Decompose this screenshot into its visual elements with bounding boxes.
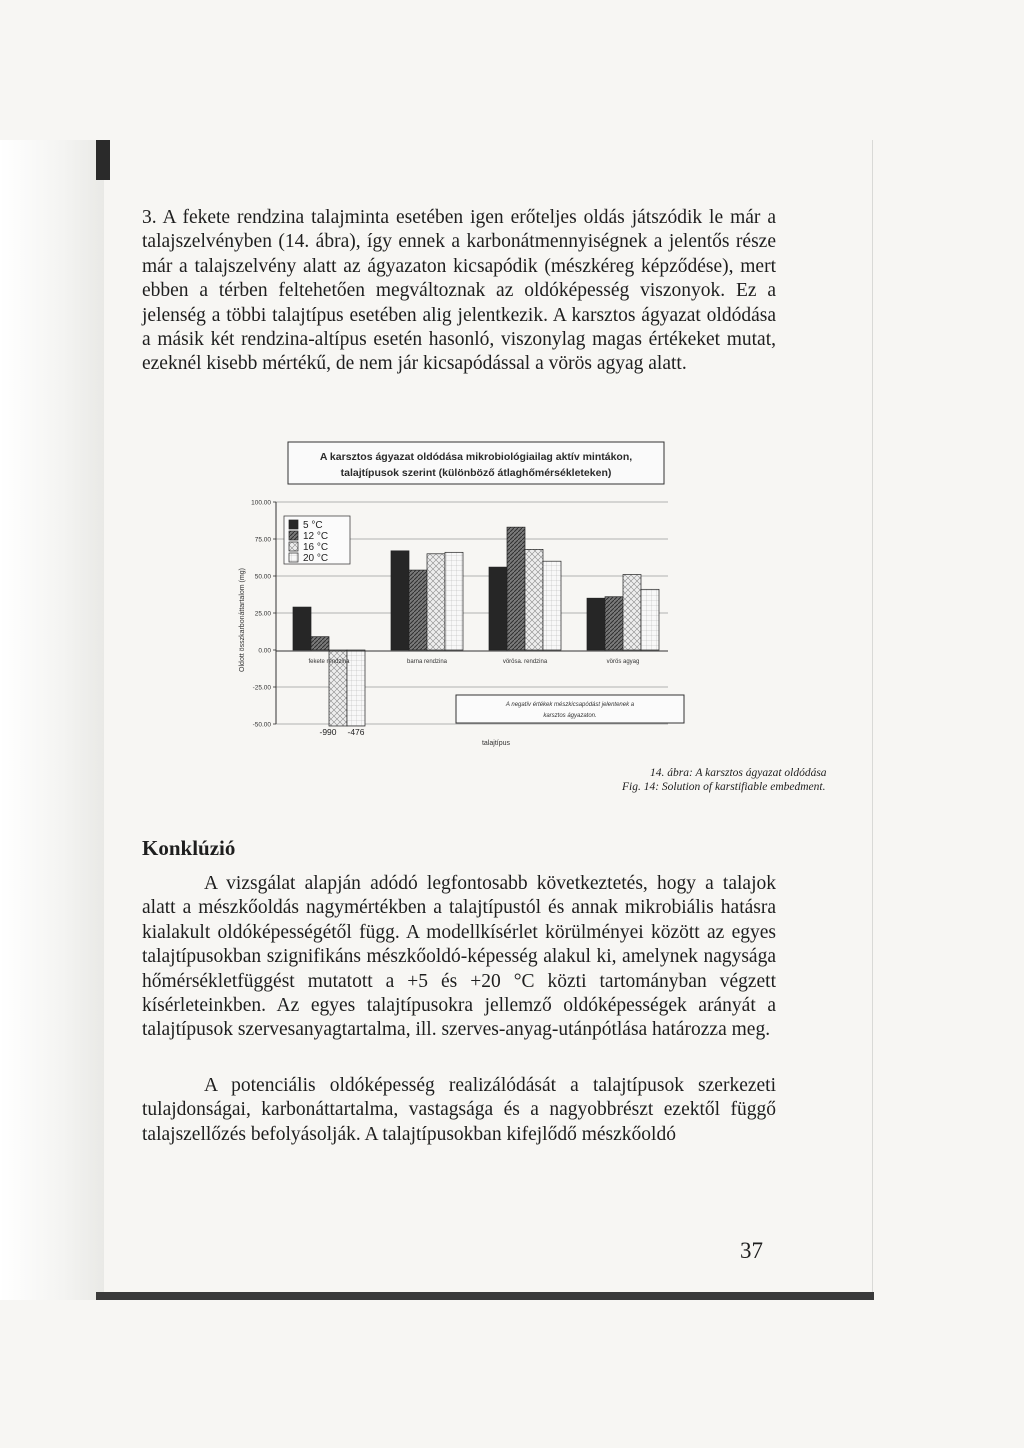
bar-1-4: [347, 650, 365, 726]
legend-label: 5 °C: [303, 520, 323, 531]
paragraph-1: 3. A fekete rendzina talajminta esetében igen erőteljes oldás játszódik le már a talajszelvényben (14. ábra), így ennek a karbonátmennyiségnek a jelentős része már a talajszelvény alatt az ágyazaton kicsapódik (mészkéreg képződése), mert ebben a térben feltehetően megváltoznak az oldóképesség viszonyok. Ez a jelenség a többi talajtípus esetében alig jelentkezik. A karsztos ágyazat oldódása a másik két rendzina-altípus esetén hasonló, viszonylag magas értékeket mutat, ezeknél kisebb mértékű, de nem jár kicsapódással a vörös agyag alatt.: [142, 207, 776, 375]
x-category-label: vörös agyag: [606, 659, 640, 665]
bar-3-2: [507, 527, 525, 650]
legend-label: 12 °C: [303, 531, 329, 542]
bar-4-1: [587, 598, 605, 650]
x-axis-label: talajtípus: [481, 740, 511, 747]
page-edge-line: [872, 140, 873, 1300]
x-category-label: barna rendzina: [406, 659, 448, 665]
bar-2-1: [391, 551, 409, 650]
bar-4-2: [605, 597, 623, 650]
scan-mark: [96, 140, 110, 180]
chart-title-box: [288, 442, 664, 484]
y-tick-label: -50.00: [252, 721, 271, 729]
legend-swatch: [289, 542, 298, 551]
y-tick-label: 0.00: [258, 647, 271, 655]
legend-swatch: [289, 553, 298, 562]
bar-4-3: [623, 575, 641, 650]
note-text-line-2: karsztos ágyazaton.: [543, 713, 597, 719]
chart-title-line-1: A karsztos ágyazat oldódása mikrobiológiailag aktív mintákon,: [319, 451, 633, 463]
paragraph-2: A vizsgálat alapján adódó legfontosabb következtetés, hogy a talajok alatt a mészkőoldás nagymértékben a talajtípustól és annak mikrobiális hatásra kialakult oldóképességétől függ. A modellkísérlet körülményei között az egyes talajtípusokban szignifikáns mészkőoldó-képesség alakul ki, amelynek nagysága hőmérsékletfüggést mutatott a +5 és +20 °C közti tartományban végzett kísérleteinkben. Az egyes talajtípusokra jellemző oldóképességek arányát a talajtípusok szervesanyagtartalma, ill. szerves-anyag-utánpótlása határozza meg.: [142, 873, 776, 1041]
value-label-476: -476: [347, 727, 365, 737]
bar-1-1: [293, 607, 311, 650]
y-axis-label: Oldott összkarbonáttartalom (mg): [239, 568, 246, 672]
y-tick-label: 100.00: [251, 499, 271, 507]
y-tick-label: 50.00: [254, 573, 271, 581]
x-category-label: fekete rendzina: [308, 659, 350, 665]
note-text-line-1: A negatív értékek mészkicsapódást jelentenek a: [505, 702, 635, 708]
legend: [284, 516, 350, 564]
value-label-990: -990: [319, 727, 337, 737]
bar-3-1: [489, 567, 507, 650]
legend-label: 16 °C: [303, 542, 329, 553]
legend-swatch: [289, 531, 298, 540]
figure-caption-en: Fig. 14: Solution of karstifiable embedment.: [622, 781, 826, 793]
section-heading: Konklúzió: [142, 836, 236, 860]
bar-3-4: [543, 561, 561, 650]
figure-caption-hu: 14. ábra: A karsztos ágyazat oldódása: [650, 767, 827, 779]
y-tick-label: 75.00: [254, 536, 271, 544]
x-category-label: vörösa. rendzina: [502, 659, 548, 665]
y-tick-labels: [251, 500, 276, 729]
figure-14-chart: [226, 440, 696, 760]
bar-2-2: [409, 570, 427, 650]
legend-label: 20 °C: [303, 553, 329, 564]
scan-shadow-bottom: [96, 1292, 874, 1300]
legend-swatch: [289, 520, 298, 529]
bar-2-4: [445, 552, 463, 650]
scan-shadow-left: [0, 140, 104, 1300]
paragraph-3: A potenciális oldóképesség realizálódását a talajtípusok szerkezeti tulajdonságai, karbonáttartalma, vastagsága és a nagyobbrészt ezektől függő talajszellőzés befolyásolják. A talajtípusokban kifejlődő mészkőoldó: [142, 1075, 776, 1145]
bar-1-2: [311, 637, 329, 650]
chart-title-line-2: talajtípusok szerint (különböző átlaghőmérsékleteken): [340, 467, 612, 479]
page-number: 37: [740, 1238, 763, 1263]
bar-3-3: [525, 549, 543, 650]
y-tick-label: 25.00: [254, 610, 271, 618]
y-tick-label: -25.00: [252, 684, 271, 692]
bar-2-3: [427, 554, 445, 650]
note-box: [456, 695, 684, 723]
bar-4-4: [641, 589, 659, 650]
